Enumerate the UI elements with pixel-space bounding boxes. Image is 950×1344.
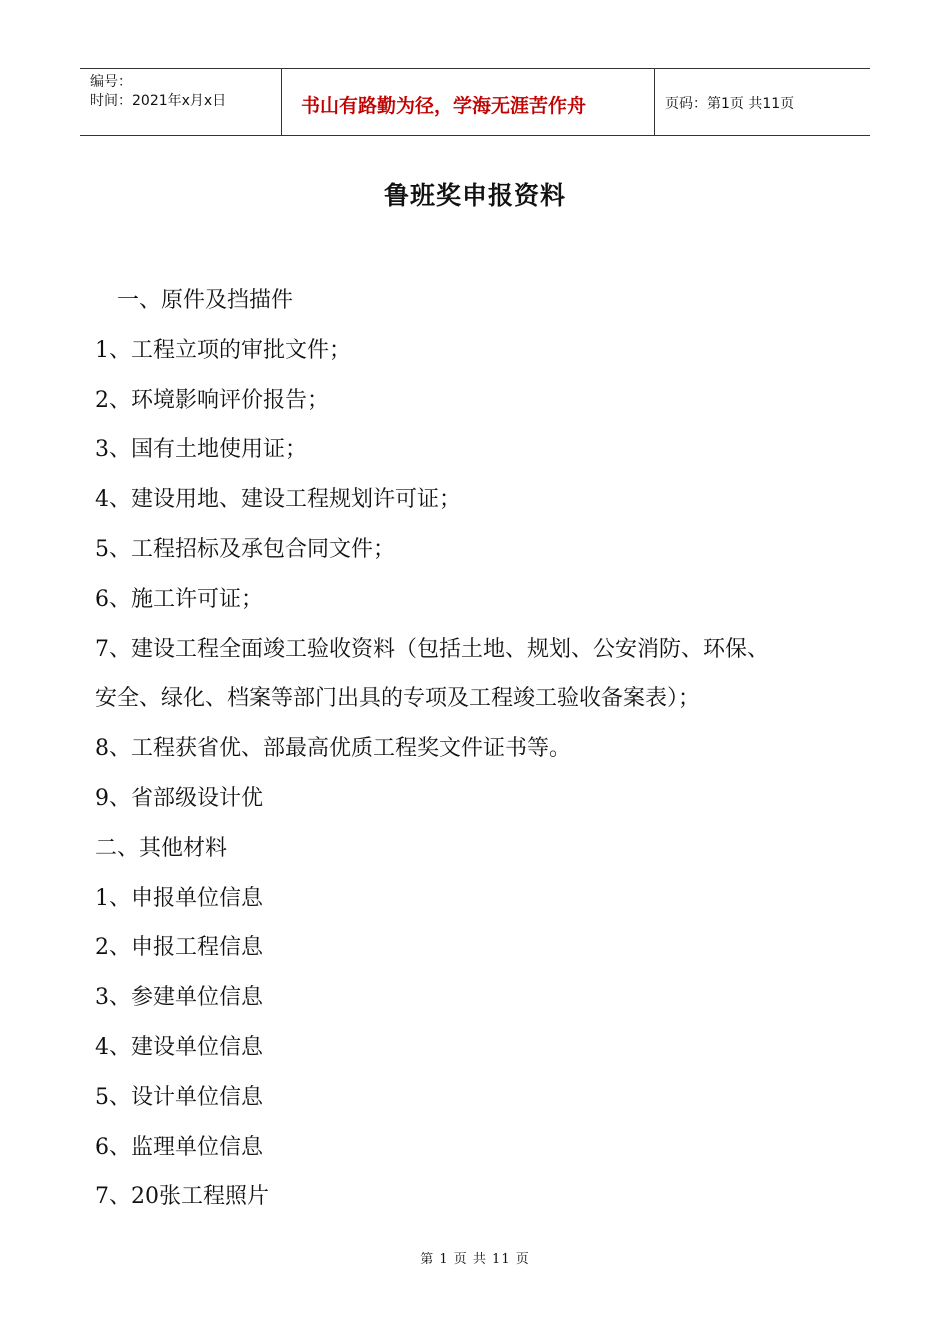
list-item: 2、环境影响评价报告； — [95, 387, 329, 413]
header-table — [80, 68, 870, 136]
header-motto: 书山有路勤为径，学海无涯苦作舟 — [301, 94, 587, 117]
header-number-label: 编号： — [90, 74, 132, 90]
list-item: 8、工程获省优、部最高优质工程奖文件证书等。 — [95, 736, 571, 762]
list-item: 1、工程立项的审批文件； — [95, 337, 351, 363]
document-body — [95, 276, 885, 1222]
header-meta-cell — [80, 69, 282, 135]
list-item: 1、申报单位信息 — [95, 885, 263, 911]
list-item: 3、参建单位信息 — [95, 985, 263, 1011]
list-item: 9、省部级设计优 — [95, 785, 263, 811]
page-footer: 第 1 页 共 11 页 — [420, 1252, 530, 1267]
list-item: 5、设计单位信息 — [95, 1084, 263, 1110]
header-page-cell — [655, 69, 870, 135]
header-time-label: 时间：2021年x月x日 — [90, 93, 227, 109]
list-item: 7、建设工程全面竣工验收资料（包括土地、规划、公安消防、环保、 — [95, 636, 769, 662]
list-item: 6、监理单位信息 — [95, 1134, 263, 1160]
list-item: 3、国有土地使用证； — [95, 437, 307, 463]
document-title: 鲁班奖申报资料 — [383, 181, 566, 210]
list-item: 2、申报工程信息 — [95, 935, 263, 961]
list-item: 6、施工许可证； — [95, 586, 263, 612]
section-heading: 一、原件及挡描件 — [117, 288, 294, 313]
list-item: 5、工程招标及承包合同文件； — [95, 536, 395, 562]
section-heading: 二、其他材料 — [95, 835, 228, 861]
header-motto-cell — [282, 69, 655, 135]
list-item: 4、建设用地、建设工程规划许可证； — [95, 487, 461, 513]
header-page-info: 页码：第1页 共11页 — [665, 96, 795, 112]
list-item: 7、20张工程照片 — [95, 1184, 269, 1210]
list-item-continuation: 安全、绿化、档案等部门出具的专项及工程竣工验收备案表）； — [95, 686, 701, 712]
list-item: 4、建设单位信息 — [95, 1034, 263, 1060]
